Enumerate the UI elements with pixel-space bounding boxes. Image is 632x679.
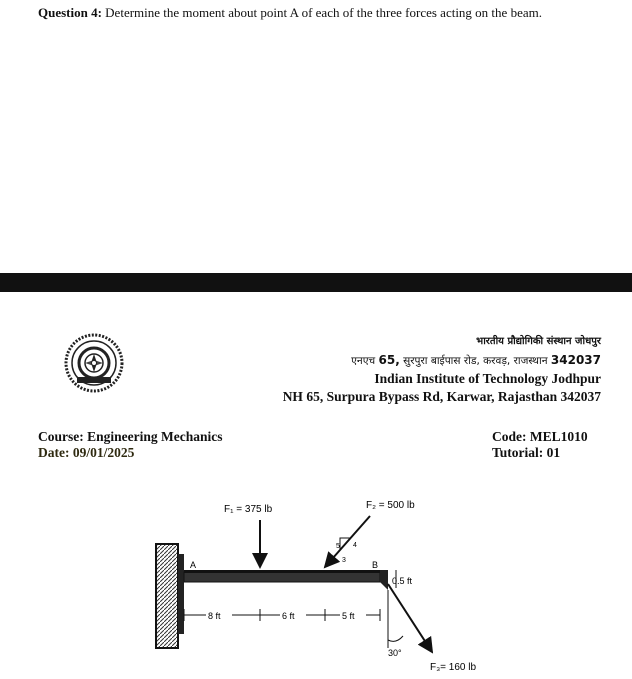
hindi-addr-num: 65, bbox=[378, 353, 400, 367]
force-f2-label: F₂ = 500 lb bbox=[366, 500, 415, 511]
institute-header bbox=[283, 333, 601, 406]
question-body: Determine the moment about point A of each of the three forces acting on the beam. bbox=[101, 5, 542, 20]
point-a-label: A bbox=[190, 560, 197, 570]
question-text bbox=[38, 5, 542, 21]
course-code: Code: MEL1010 bbox=[492, 429, 588, 444]
angle-label: 30° bbox=[388, 648, 402, 658]
course-name: Course: Engineering Mechanics bbox=[38, 429, 223, 444]
wall-face bbox=[178, 554, 184, 634]
hindi-addr-prefix: एनएच bbox=[351, 355, 379, 367]
dim-5ft-label: 5 ft bbox=[342, 611, 355, 621]
beam-top-flange bbox=[184, 570, 380, 573]
force-f1-label: F₁ = 375 lb bbox=[224, 504, 273, 515]
dim-8ft-label: 8 ft bbox=[208, 611, 221, 621]
slope-hyp-label: 5 bbox=[336, 543, 340, 550]
beam-figure bbox=[140, 490, 540, 675]
hindi-addr-mid: सुरपुरा बाईपास रोड, करवड़, राजस्थान bbox=[399, 355, 551, 367]
wall-support bbox=[156, 544, 178, 648]
beam bbox=[184, 572, 380, 582]
course-date: Date: 09/01/2025 bbox=[38, 445, 135, 460]
institute-hindi-name: भारतीय प्रौद्योगिकी संस्थान जोधपुर bbox=[476, 336, 601, 347]
offset-dim-label: 0.5 ft bbox=[392, 576, 413, 586]
end-bracket bbox=[380, 570, 388, 590]
iit-jodhpur-logo-icon bbox=[64, 333, 124, 393]
slope-rise-label: 4 bbox=[353, 542, 357, 549]
question-label: Question 4: bbox=[38, 5, 102, 20]
institute-english-name: Indian Institute of Technology Jodhpur bbox=[374, 371, 601, 386]
point-b-label: B bbox=[372, 560, 379, 570]
force-f3-arrow bbox=[388, 584, 432, 652]
hindi-addr-pin: 342037 bbox=[550, 353, 601, 367]
force-f2-arrow bbox=[325, 516, 370, 567]
angle-arc bbox=[388, 636, 403, 641]
institute-hindi-address bbox=[283, 351, 601, 370]
black-band-divider bbox=[0, 273, 632, 292]
force-f3-label: F₃= 160 lb bbox=[430, 662, 477, 673]
course-info bbox=[38, 429, 223, 461]
course-code-info bbox=[492, 429, 588, 461]
dim-6ft-label: 6 ft bbox=[282, 611, 295, 621]
slope-run-label: 3 bbox=[342, 557, 346, 564]
tutorial-number: Tutorial: 01 bbox=[492, 445, 561, 460]
institute-english-address: NH 65, Surpura Bypass Rd, Karwar, Rajasthan 342037 bbox=[282, 389, 601, 404]
